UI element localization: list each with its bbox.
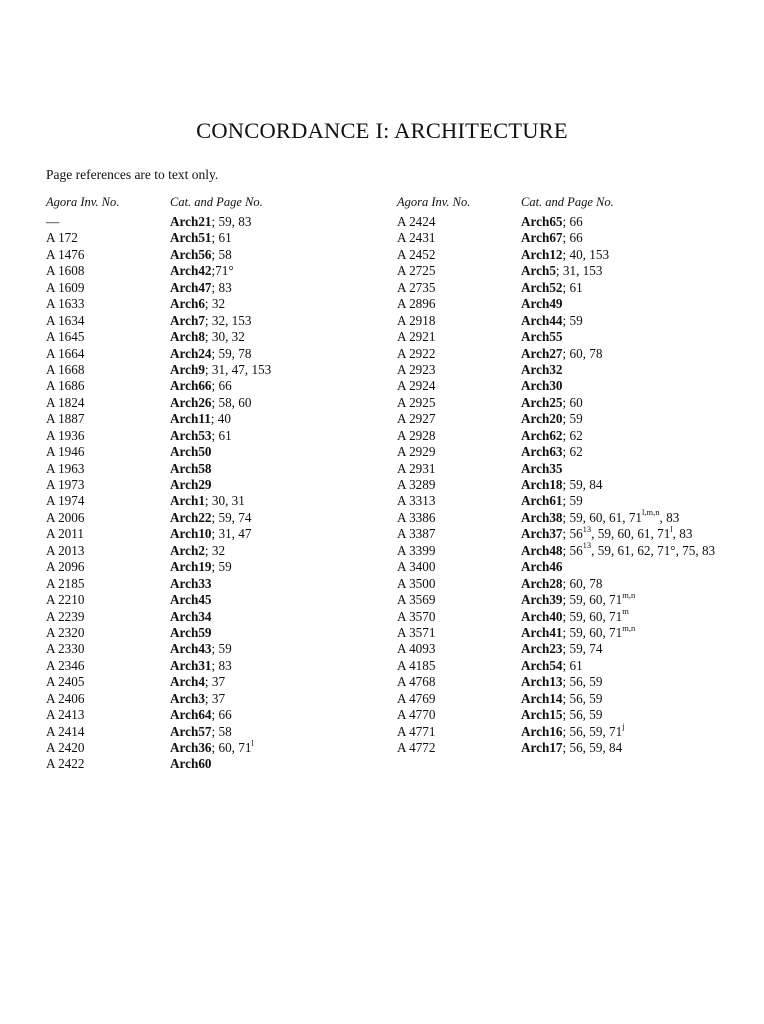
cat-page-no (521, 540, 716, 559)
page-references: , 83 (659, 509, 680, 525)
agora-inv-no: A 2346 (46, 657, 85, 673)
page-references: ; 59, 60, 71 (562, 608, 623, 624)
catalogue-number: Arch61 (521, 493, 563, 509)
catalogue-number: Arch27 (521, 345, 563, 361)
agora-inv-no: A 2431 (397, 230, 436, 246)
agora-inv-no: A 2013 (46, 542, 85, 558)
agora-inv-no: A 2928 (397, 427, 436, 443)
catalogue-number: Arch13 (521, 674, 563, 690)
page-references: ; 40, 153 (562, 246, 610, 262)
agora-inv-no: A 2422 (46, 756, 85, 772)
catalogue-number: Arch47 (170, 279, 212, 295)
page-references: ; 59, 84 (562, 477, 603, 492)
catalogue-number: Arch18 (521, 477, 563, 492)
catalogue-number: Arch15 (521, 707, 563, 723)
agora-inv-no: A 4770 (397, 707, 436, 723)
agora-inv-no: A 3570 (397, 608, 436, 624)
page-references: ; 58 (211, 723, 232, 739)
cat-page-no (170, 510, 251, 526)
page-references: ; 59, 60, 71 (562, 592, 623, 608)
page-references: ; 56 (562, 542, 583, 558)
page-references: ; 66 (562, 214, 583, 229)
cat-page-no (170, 280, 232, 296)
agora-inv-no: A 2923 (397, 361, 436, 377)
agora-inv-no: A 1476 (46, 246, 85, 262)
page-references: ; 31, 47, 153 (204, 361, 272, 377)
agora-inv-no: A 3289 (397, 477, 436, 492)
catalogue-number: Arch35 (521, 460, 563, 476)
cat-page-no (170, 263, 234, 279)
agora-inv-no: A 1668 (46, 361, 85, 377)
page-references: ; 60, 78 (562, 345, 603, 361)
catalogue-number: Arch41 (521, 624, 563, 640)
agora-inv-no: A 2413 (46, 707, 85, 723)
catalogue-number: Arch6 (170, 296, 205, 312)
catalogue-number: Arch20 (521, 411, 563, 427)
catalogue-number: Arch66 (170, 378, 212, 394)
page-references: ; 30, 32 (204, 329, 245, 345)
agora-inv-no: A 3386 (397, 509, 436, 525)
catalogue-number: Arch39 (521, 592, 563, 608)
catalogue-number: Arch26 (170, 394, 212, 410)
page-references: ; 56, 59, 84 (562, 740, 623, 755)
catalogue-number: Arch33 (170, 575, 212, 591)
cat-page-no (170, 313, 251, 329)
agora-inv-no: A 2406 (46, 690, 85, 706)
agora-inv-no: A 2011 (46, 526, 84, 542)
footnote-superscript: m,n (622, 589, 636, 600)
cat-page-no (521, 589, 636, 608)
agora-inv-no: A 2931 (397, 460, 436, 476)
page-references: ; 32 (204, 542, 226, 558)
cat-page-no (170, 247, 232, 263)
catalogue-number: Arch16 (521, 723, 563, 739)
agora-inv-no: A 1974 (46, 493, 85, 509)
cat-page-no (521, 674, 602, 690)
page-references: ; 59 (562, 312, 583, 328)
agora-inv-no: A 2210 (46, 592, 85, 608)
cat-page-no (170, 658, 232, 674)
page-references: ; 60 (562, 394, 583, 410)
page-references: ; 59, 83 (211, 214, 252, 229)
page-references: ; 31, 153 (555, 263, 603, 279)
page-references: ; 40 (210, 411, 231, 427)
page-references: ; 61 (562, 657, 583, 673)
catalogue-number: Arch53 (170, 427, 212, 443)
agora-inv-no: A 2420 (46, 740, 85, 755)
agora-inv-no: A 1645 (46, 329, 85, 345)
agora-inv-no: A 3387 (397, 526, 436, 542)
footnote-superscript: 13 (582, 540, 592, 551)
cat-page-no (521, 691, 602, 707)
page-references: ; 32 (204, 296, 226, 312)
catalogue-number: Arch56 (170, 246, 212, 262)
catalogue-number: Arch50 (170, 444, 212, 460)
agora-inv-no: A 2185 (46, 575, 85, 591)
cat-page-no (170, 592, 212, 608)
agora-inv-no: A 2921 (397, 329, 436, 345)
catalogue-number: Arch64 (170, 707, 212, 723)
cat-page-no (170, 362, 271, 378)
agora-inv-no: A 2320 (46, 624, 85, 640)
agora-inv-no: A 4771 (397, 723, 436, 739)
cat-page-no (170, 493, 245, 509)
footnote-superscript: 13 (582, 523, 592, 534)
catalogue-number: Arch42 (170, 263, 212, 279)
agora-inv-no: A 2414 (46, 723, 85, 739)
footnote-superscript: j (622, 721, 625, 732)
cat-page-no (170, 674, 225, 690)
cat-page-no (521, 362, 563, 378)
cat-page-no (521, 444, 583, 460)
catalogue-number: Arch25 (521, 394, 563, 410)
catalogue-number: Arch37 (521, 526, 563, 542)
page-references: ; 60, 78 (562, 575, 603, 591)
agora-inv-no: A 3400 (397, 559, 436, 575)
page-references: ; 58 (211, 246, 232, 262)
cat-page-no (521, 523, 693, 542)
catalogue-number: Arch52 (521, 279, 563, 295)
agora-inv-no: A 1634 (46, 312, 85, 328)
page-title: CONCORDANCE I: ARCHITECTURE (196, 118, 568, 143)
cat-page-no (521, 346, 602, 362)
catalogue-number: Arch4 (170, 674, 205, 690)
cat-page-no (521, 606, 629, 625)
agora-inv-no: A 4772 (397, 740, 436, 755)
catalogue-number: Arch45 (170, 592, 212, 608)
cat-page-no (170, 230, 232, 246)
catalogue-number: Arch22 (170, 509, 212, 525)
page-references: ; 61 (211, 427, 232, 443)
cat-page-no (170, 395, 251, 411)
catalogue-number: Arch54 (521, 657, 563, 673)
catalogue-number: Arch19 (170, 559, 212, 575)
catalogue-number: Arch44 (521, 312, 563, 328)
agora-inv-no: A 1609 (46, 279, 85, 295)
cat-page-no (521, 658, 583, 674)
catalogue-number: Arch8 (170, 329, 205, 345)
agora-inv-no: A 3571 (397, 624, 436, 640)
cat-page-no (170, 444, 212, 460)
page-references: ; 56, 59 (562, 707, 603, 723)
page-references: , 83 (672, 526, 693, 542)
footnote-superscript: m,n (622, 622, 636, 633)
agora-inv-no: A 2330 (46, 641, 85, 657)
cat-page-no (521, 395, 583, 411)
agora-inv-no: A 4185 (397, 657, 436, 673)
catalogue-number: Arch11 (170, 411, 211, 427)
page-references: ; 66 (562, 230, 583, 246)
catalogue-number: Arch62 (521, 427, 563, 443)
agora-inv-no: A 2924 (397, 378, 436, 394)
catalogue-number: Arch65 (521, 214, 563, 229)
cat-page-no (170, 461, 212, 477)
catalogue-number: Arch51 (170, 230, 212, 246)
catalogue-number: Arch30 (521, 378, 563, 394)
agora-inv-no: A 2735 (397, 279, 436, 295)
page-references: ; 59, 78 (211, 345, 252, 361)
cat-page-no (521, 378, 563, 394)
cat-page-no (521, 707, 602, 723)
page-references: ; 30, 31 (204, 493, 245, 509)
cat-page-no (170, 346, 251, 362)
footnote-superscript: m (622, 606, 629, 617)
catalogue-number: Arch29 (170, 477, 212, 492)
cat-page-no (170, 526, 251, 542)
cat-page-no (170, 691, 225, 707)
agora-inv-no: A 2725 (397, 263, 436, 279)
agora-inv-no: A 2405 (46, 674, 85, 690)
catalogue-number: Arch2 (170, 542, 205, 558)
page-note: Page references are to text only. (46, 167, 219, 182)
page-references: ; 59, 74 (211, 509, 252, 525)
cat-page-no (521, 428, 583, 444)
cat-page-no (170, 576, 212, 592)
catalogue-number: Arch17 (521, 740, 563, 755)
agora-inv-no: A 1824 (46, 394, 85, 410)
page-references: ; 56, 59 (562, 674, 603, 690)
footnote-superscript: l,m,n (642, 507, 660, 518)
cat-page-no (170, 559, 232, 575)
cat-page-no (521, 477, 602, 493)
header-agora-inv-no: Agora Inv. No. (46, 195, 120, 209)
page-references: ; 60, 71 (211, 740, 252, 755)
catalogue-number: Arch60 (170, 756, 212, 772)
cat-page-no (170, 724, 232, 740)
catalogue-number: Arch3 (170, 690, 205, 706)
catalogue-number: Arch10 (170, 526, 212, 542)
catalogue-number: Arch49 (521, 296, 563, 312)
page-references: ; 61 (562, 279, 583, 295)
catalogue-number: Arch57 (170, 723, 212, 739)
agora-inv-no: A 2929 (397, 444, 436, 460)
page-references: ; 59, 60, 61, 71 (562, 509, 643, 525)
catalogue-number: Arch21 (170, 214, 212, 229)
header-cat-page-no: Cat. and Page No. (170, 195, 263, 209)
catalogue-number: Arch46 (521, 559, 563, 575)
page-references: ; 59 (562, 411, 583, 427)
agora-inv-no: A 172 (46, 230, 78, 246)
catalogue-number: Arch31 (170, 657, 212, 673)
page-references: ; 83 (211, 279, 232, 295)
catalogue-number: Arch5 (521, 263, 556, 279)
cat-page-no (170, 296, 225, 312)
catalogue-number: Arch34 (170, 608, 212, 624)
cat-page-no (170, 625, 212, 641)
cat-page-no (521, 507, 680, 526)
cat-page-no (521, 329, 563, 345)
page-references: ; 59 (211, 641, 232, 657)
catalogue-number: Arch12 (521, 246, 563, 262)
cat-page-no (521, 740, 622, 756)
catalogue-number: Arch7 (170, 312, 205, 328)
page-references: ; 62 (562, 444, 583, 460)
cat-page-no (170, 707, 232, 723)
agora-inv-no: A 1608 (46, 263, 85, 279)
agora-inv-no: A 2096 (46, 559, 85, 575)
catalogue-number: Arch24 (170, 345, 212, 361)
cat-page-no (521, 411, 583, 427)
cat-page-no (170, 428, 232, 444)
catalogue-number: Arch23 (521, 641, 563, 657)
catalogue-number: Arch36 (170, 740, 212, 755)
cat-page-no (170, 411, 231, 427)
page-references: ; 56, 59 (562, 690, 603, 706)
header-agora-inv-no: Agora Inv. No. (397, 195, 471, 209)
cat-page-no (170, 737, 254, 756)
agora-inv-no: A 2925 (397, 394, 436, 410)
catalogue-number: Arch58 (170, 460, 212, 476)
agora-inv-no: A 1633 (46, 296, 85, 312)
catalogue-number: Arch59 (170, 624, 212, 640)
agora-inv-no: — (46, 214, 60, 229)
cat-page-no (521, 247, 609, 263)
cat-page-no (521, 641, 602, 657)
page-references: ; 58, 60 (211, 394, 252, 410)
agora-inv-no: A 3569 (397, 592, 436, 608)
agora-inv-no: A 2006 (46, 509, 85, 525)
page-references: ; 37 (204, 674, 226, 690)
footnote-superscript: l (251, 737, 254, 748)
page-references: ; 32, 153 (204, 312, 252, 328)
agora-inv-no: A 2927 (397, 411, 436, 427)
page-references: ; 59, 60, 71 (562, 624, 623, 640)
catalogue-number: Arch40 (521, 608, 563, 624)
cat-page-no (521, 230, 583, 246)
cat-page-no (170, 543, 225, 559)
agora-inv-no: A 2918 (397, 312, 436, 328)
agora-inv-no: A 2922 (397, 345, 436, 361)
catalogue-number: Arch14 (521, 690, 563, 706)
agora-inv-no: A 4768 (397, 674, 436, 690)
cat-page-no (521, 280, 583, 296)
agora-inv-no: A 3500 (397, 575, 436, 591)
page-references: ; 59 (562, 493, 583, 509)
cat-page-no (521, 313, 583, 329)
agora-inv-no: A 2452 (397, 246, 436, 262)
agora-inv-no: A 4769 (397, 690, 436, 706)
page-references: ; 59, 74 (562, 641, 603, 657)
cat-page-no (170, 378, 232, 394)
cat-page-no (521, 493, 583, 509)
page-references: ; 83 (211, 657, 232, 673)
agora-inv-no: A 1936 (46, 427, 85, 443)
page-references: ; 62 (562, 427, 583, 443)
footnote-superscript: l (670, 523, 673, 534)
agora-inv-no: A 2896 (397, 296, 436, 312)
catalogue-number: Arch9 (170, 361, 205, 377)
agora-inv-no: A 1664 (46, 345, 85, 361)
cat-page-no (521, 461, 563, 477)
catalogue-number: Arch43 (170, 641, 212, 657)
catalogue-number: Arch38 (521, 509, 563, 525)
cat-page-no (170, 609, 212, 625)
catalogue-number: Arch67 (521, 230, 563, 246)
page-references: ; 31, 47 (211, 526, 252, 542)
page-references: ; 66 (211, 378, 232, 394)
cat-page-no (170, 214, 251, 230)
agora-inv-no: A 1963 (46, 460, 85, 476)
cat-page-no (521, 296, 563, 312)
agora-inv-no: A 3399 (397, 542, 436, 558)
catalogue-number: Arch28 (521, 575, 563, 591)
cat-page-no (521, 576, 602, 592)
page-references: ; 66 (211, 707, 232, 723)
page-references: ;71° (211, 263, 234, 279)
cat-page-no (521, 559, 563, 575)
cat-page-no (170, 756, 212, 772)
cat-page-no (521, 214, 583, 230)
agora-inv-no: A 2424 (397, 214, 436, 229)
catalogue-number: Arch32 (521, 361, 563, 377)
cat-page-no (521, 263, 602, 279)
header-cat-page-no: Cat. and Page No. (521, 195, 614, 209)
cat-page-no (170, 329, 245, 345)
agora-inv-no: A 2239 (46, 608, 85, 624)
page-references: ; 56 (562, 526, 583, 542)
cat-page-no (521, 721, 625, 740)
page-references: ; 37 (204, 690, 226, 706)
cat-page-no (170, 641, 232, 657)
agora-inv-no: A 1946 (46, 444, 85, 460)
cat-page-no (521, 622, 636, 641)
agora-inv-no: A 4093 (397, 641, 436, 657)
cat-page-no (170, 477, 212, 493)
agora-inv-no: A 1887 (46, 411, 85, 427)
agora-inv-no: A 1973 (46, 477, 85, 492)
page-references: , 59, 61, 62, 71°, 75, 83 (591, 542, 716, 558)
agora-inv-no: A 1686 (46, 378, 85, 394)
catalogue-number: Arch48 (521, 542, 563, 558)
page-references: ; 56, 59, 71 (562, 723, 623, 739)
page-references: ; 61 (211, 230, 232, 246)
page-references: , 59, 60, 61, 71 (591, 526, 671, 542)
page-references: ; 59 (211, 559, 232, 575)
catalogue-number: Arch1 (170, 493, 205, 509)
agora-inv-no: A 3313 (397, 493, 436, 509)
catalogue-number: Arch63 (521, 444, 563, 460)
catalogue-number: Arch55 (521, 329, 563, 345)
